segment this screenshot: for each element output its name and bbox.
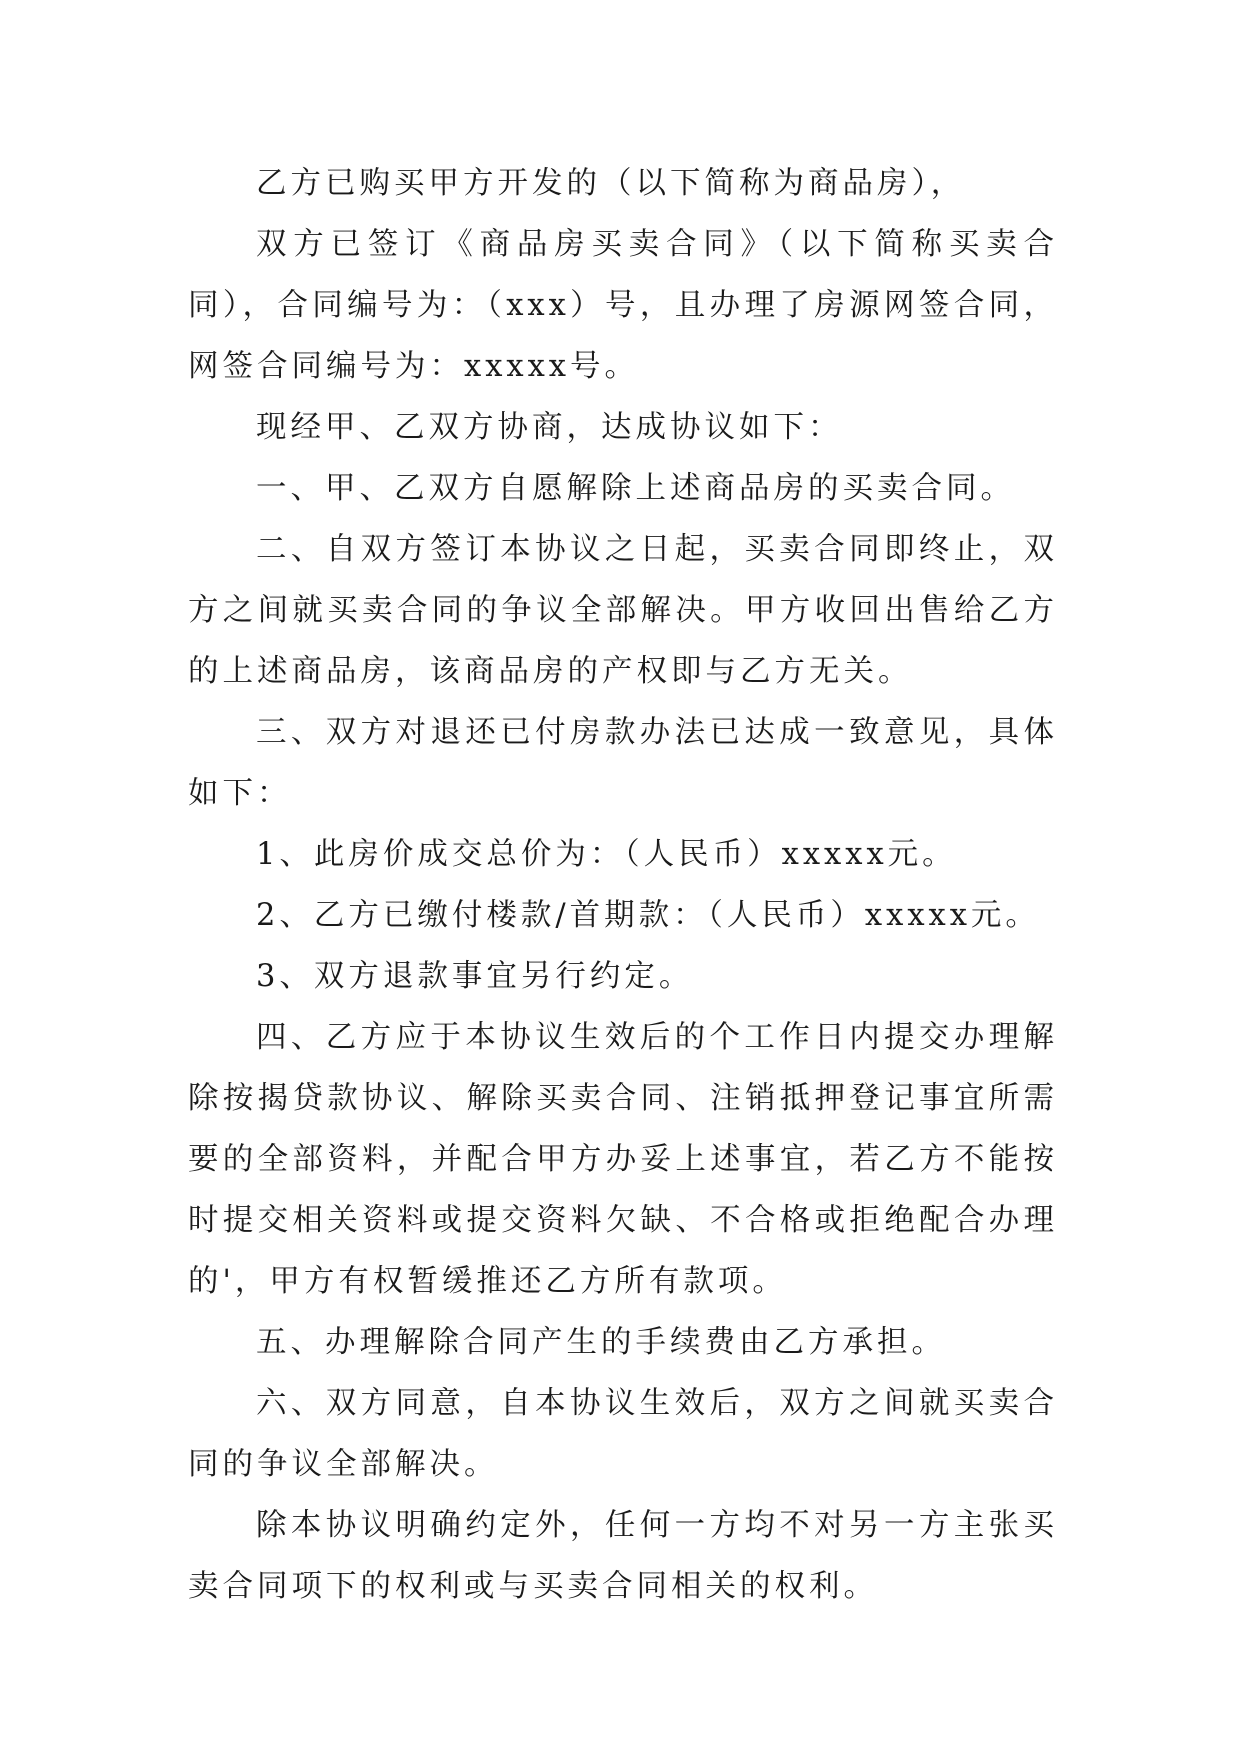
clause-6: 六、双方同意，自本协议生效后，双方之间就买卖合同的争议全部解决。 [188, 1386, 1058, 1482]
clause-3-item-2: 2、乙方已缴付楼款/首期款：（人民币）xxxxx元。 [256, 898, 1040, 933]
clause-3-item-1: 1、此房价成交总价为：（人民币）xxxxx元。 [256, 837, 957, 872]
clause-3-item-3: 3、双方退款事宜另行约定。 [256, 959, 694, 994]
paragraph-agreement-intro: 现经甲、乙双方协商，达成协议如下： [256, 410, 843, 445]
paragraph-exclusion: 除本协议明确约定外，任何一方均不对另一方主张买卖合同项下的权利或与买卖合同相关的权利。 [188, 1508, 1058, 1604]
document-body [188, 153, 1058, 1617]
clause-2: 二、自双方签订本协议之日起，买卖合同即终止，双方之间就买卖合同的争议全部解决。甲方收回出售给乙方的上述商品房，该商品房的产权即与乙方无关。 [188, 532, 1058, 689]
paragraph-purchase: 乙方已购买甲方开发的（以下简称为商品房）， [256, 166, 966, 201]
clause-4: 四、乙方应于本协议生效后的个工作日内提交办理解除按揭贷款协议、解除买卖合同、注销抵押登记事宜所需要的全部资料，并配合甲方办妥上述事宜，若乙方不能按时提交相关资料或提交资料欠缺、不合格或拒绝配合办理的'，甲方有权暂缓推还乙方所有款项。 [188, 1020, 1058, 1299]
clause-3: 三、双方对退还已付房款办法已达成一致意见，具体如下： [188, 715, 1058, 811]
clause-5: 五、办理解除合同产生的手续费由乙方承担。 [256, 1325, 946, 1360]
paragraph-contract-signed: 双方已签订《商品房买卖合同》（以下简称买卖合同），合同编号为：（xxx）号，且办理了房源网签合同，网签合同编号为：xxxxx号。 [188, 227, 1058, 384]
clause-1: 一、甲、乙双方自愿解除上述商品房的买卖合同。 [256, 471, 1015, 506]
